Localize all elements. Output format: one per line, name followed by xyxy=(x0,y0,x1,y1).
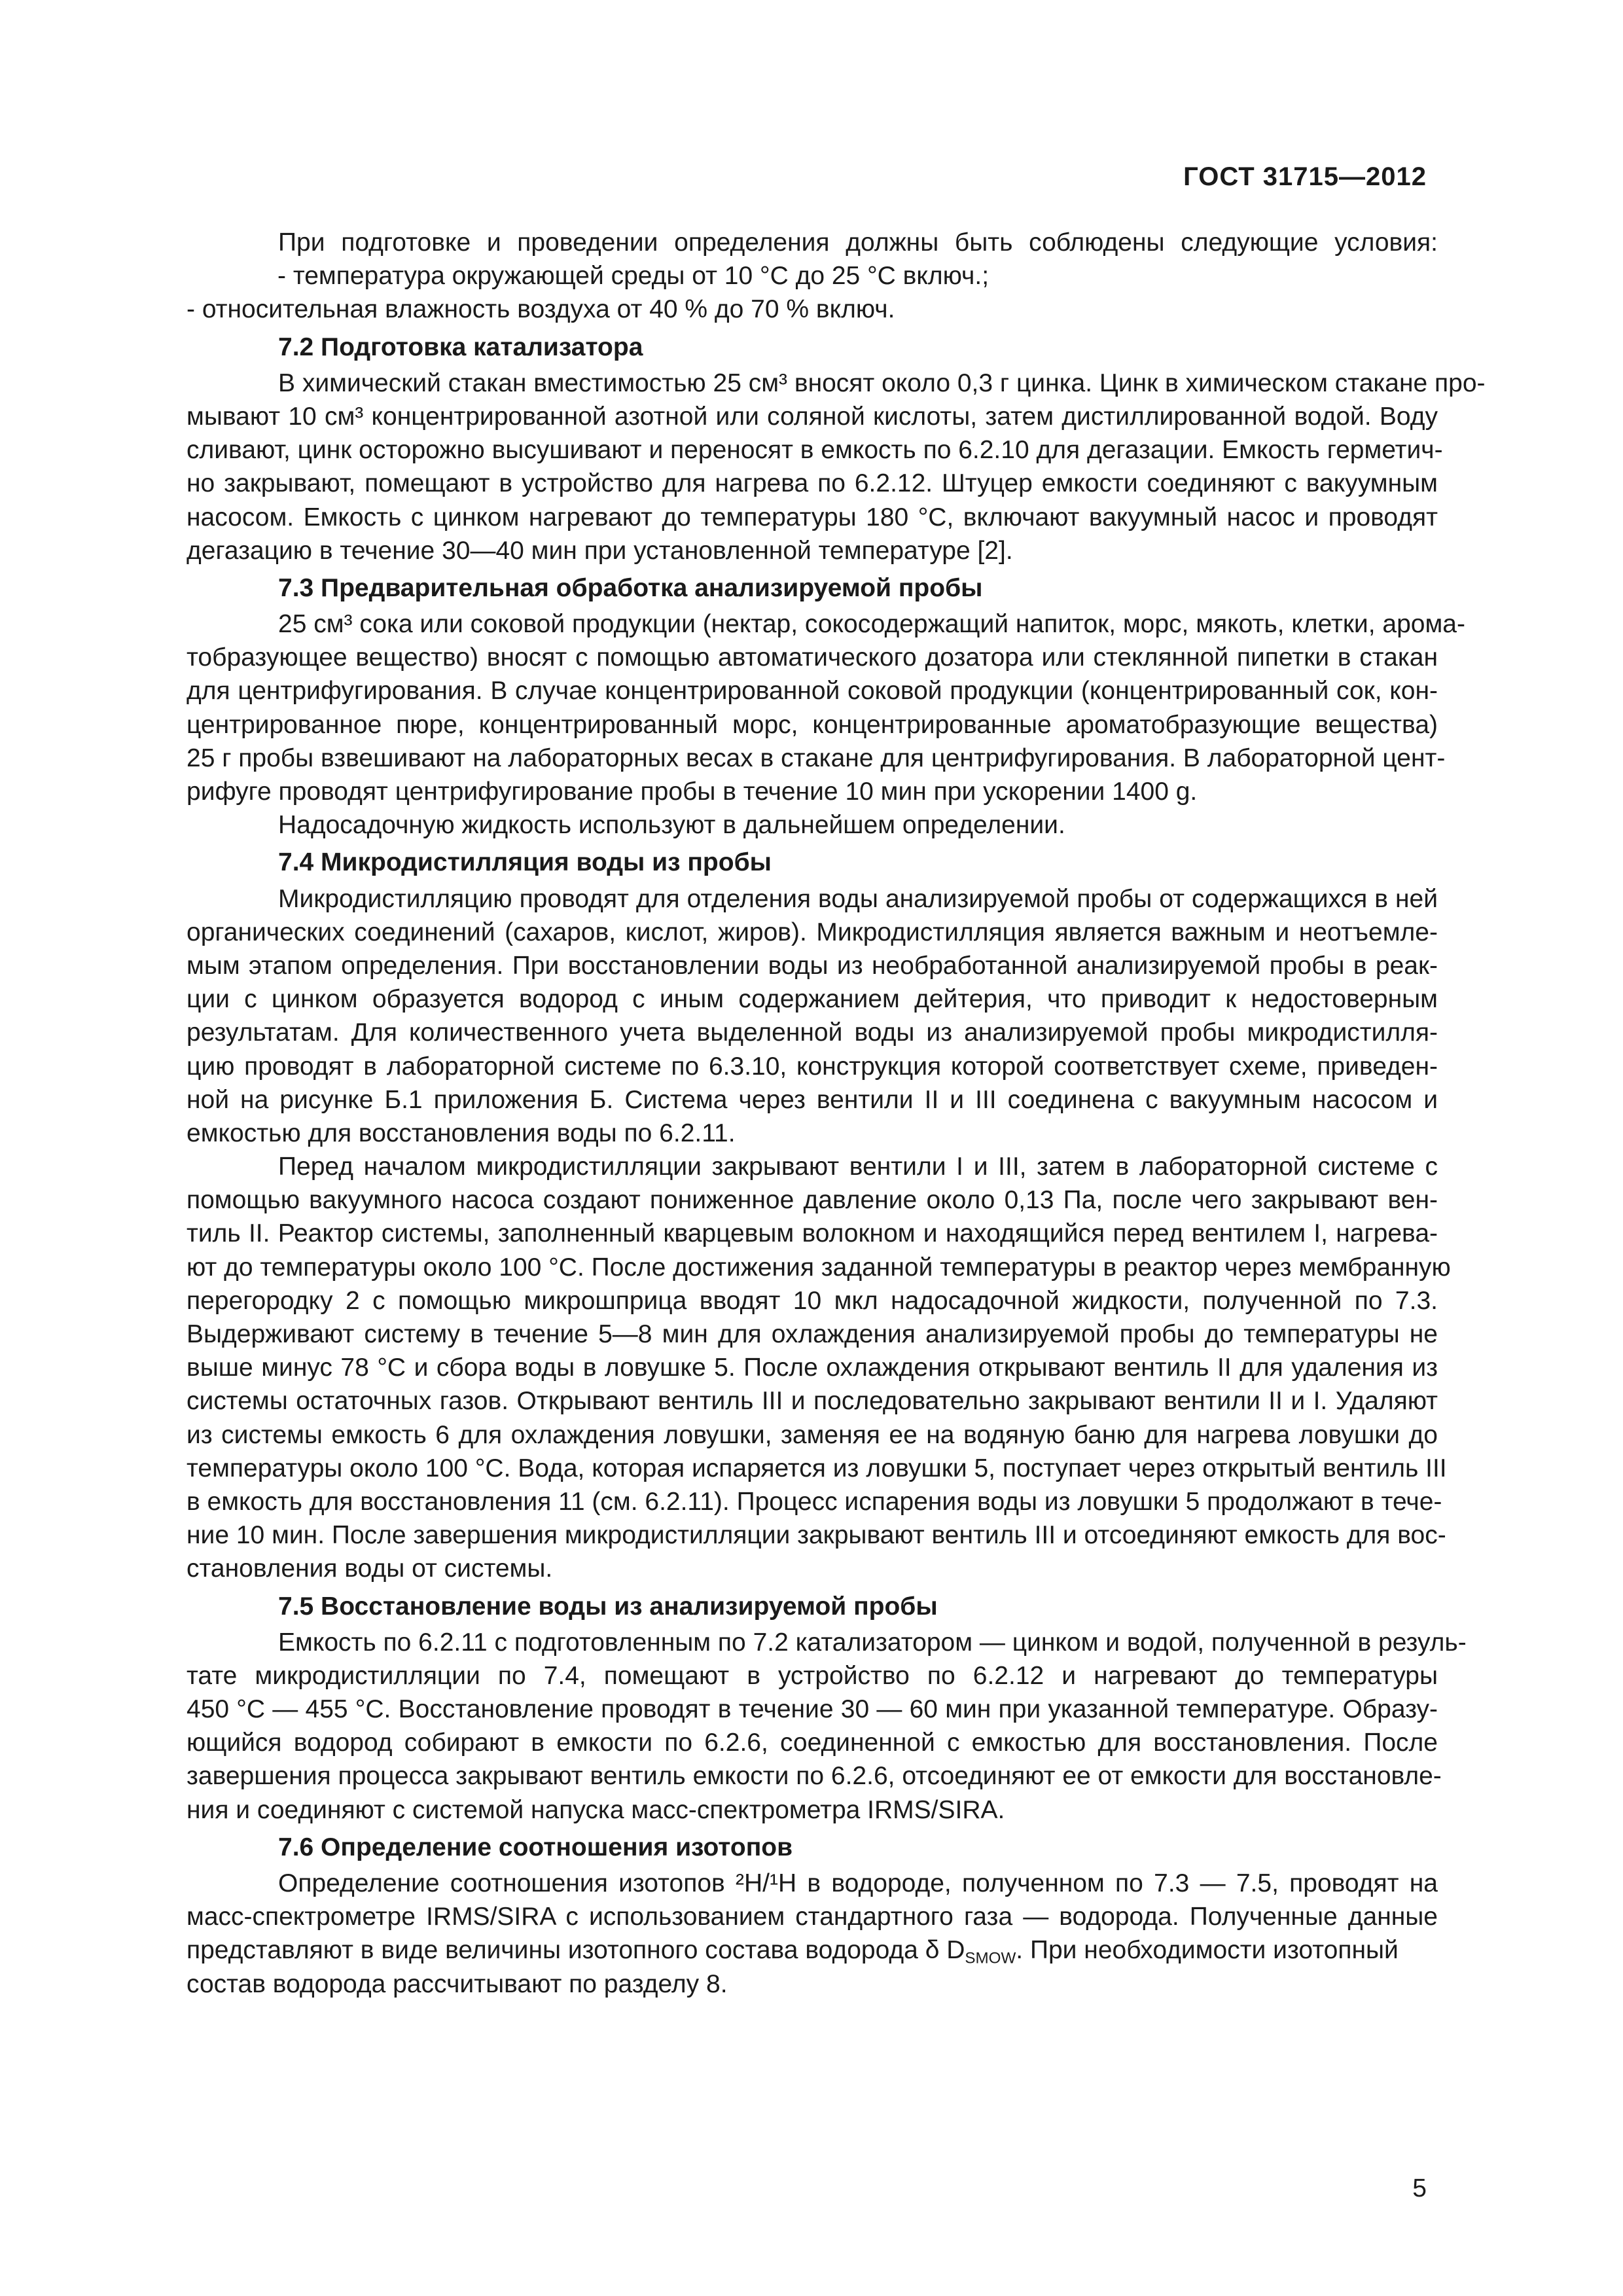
text-line: ной на рисунке Б.1 приложения Б. Система через вентили II и III соединена с вакуумным насосом и xyxy=(187,1085,1438,1114)
text-segment: . При необходимости изотопный xyxy=(1016,1936,1399,1965)
text-line: ют до температуры около 100 °С. После достижения заданной температуры в реактор через мембранную xyxy=(187,1253,1451,1282)
text-line: Микродистилляцию проводят для отделения воды анализируемой пробы от содержащихся в ней xyxy=(278,884,1438,913)
text-line: ния и соединяют с системой напуска масс-спектрометра IRMS/SIRA. xyxy=(187,1795,1005,1824)
text-line: результатам. Для количественного учета выделенной воды из анализируемой пробы микродистилля- xyxy=(187,1018,1438,1047)
text-line: ции с цинком образуется водород с иным содержанием дейтерия, что приводит к недостоверным xyxy=(187,985,1438,1014)
text-line: мым этапом определения. При восстановлении воды из необработанной анализируемой пробы в реак- xyxy=(187,951,1438,980)
text-line: При подготовке и проведении определения должны быть соблюдены следующие условия: xyxy=(278,228,1438,257)
text-line: Емкость по 6.2.11 с подготовленным по 7.2 катализатором — цинком и водой, полученной в резуль- xyxy=(278,1628,1467,1657)
text-line: насосом. Емкость с цинком нагревают до температуры 180 °С, включают вакуумный насос и проводят xyxy=(187,503,1438,531)
text-line: емкостью для восстановления воды по 6.2.11. xyxy=(187,1119,736,1147)
text-line-with-subscript xyxy=(187,1933,1438,1967)
text-line: состав водорода рассчитывают по разделу 8. xyxy=(187,1969,728,1998)
text-line: сливают, цинк осторожно высушивают и переносят в емкость по 6.2.10 для дегазации. Емкость герметич- xyxy=(187,436,1443,465)
subscript-smow: SMOW xyxy=(965,1949,1016,1967)
text-line: рифуге проводят центрифугирование пробы в течение 10 мин при ускорении 1400 g. xyxy=(187,778,1198,806)
text-line: завершения процесса закрывают вентиль емкости по 6.2.6, отсоединяют ее от емкости для восстановле- xyxy=(187,1762,1442,1791)
text-line: Перед началом микродистилляции закрывают вентили I и III, затем в лабораторной системе с xyxy=(278,1153,1438,1181)
text-line: ющийся водород собирают в емкости по 6.2.6, соединенной с емкостью для восстановления. После xyxy=(187,1729,1438,1757)
text-line: системы остаточных газов. Открывают вентиль III и последовательно закрывают вентили II и I. Удаляют xyxy=(187,1387,1438,1416)
text-line: центрированное пюре, концентрированный морс, концентрированные ароматобразующие вещества) xyxy=(187,710,1438,739)
section-heading-7-4: 7.4 Микродистилляция воды из пробы xyxy=(278,848,772,877)
text-line: дегазацию в течение 30—40 мин при установленной температуре [2]. xyxy=(187,536,1013,565)
page-number: 5 xyxy=(1412,2174,1427,2202)
section-heading-7-3: 7.3 Предварительная обработка анализируемой пробы xyxy=(278,573,983,602)
text-line: становления воды от системы. xyxy=(187,1554,553,1583)
section-7-3-body xyxy=(187,607,1465,842)
text-line: цию проводят в лабораторной системе по 6.3.10, конструкция которой соответствует схеме, приведен- xyxy=(187,1052,1438,1081)
text-line: температуры около 100 °С. Вода, которая испаряется из ловушки 5, поступает через открытый вентиль III xyxy=(187,1454,1447,1482)
text-segment: представляют в виде величины изотопного состава водорода δ D xyxy=(187,1936,965,1965)
section-7-6-body xyxy=(187,1867,1438,2001)
section-heading-7-2: 7.2 Подготовка катализатора xyxy=(278,332,643,361)
text-line: Выдерживают систему в течение 5—8 мин для охлаждения анализируемой пробы до температуры не xyxy=(187,1320,1438,1348)
text-line: тиль II. Реактор системы, заполненный кварцевым волокном и находящийся перед вентилем I, нагрева- xyxy=(187,1219,1438,1248)
text-line: тобразующее вещество) вносят с помощью автоматического дозатора или стеклянной пипетки в стакан xyxy=(187,643,1438,672)
standard-header: ГОСТ 31715—2012 xyxy=(1183,162,1427,191)
section-heading-7-6: 7.6 Определение соотношения изотопов xyxy=(278,1833,793,1861)
section-7-5-body xyxy=(187,1626,1467,1827)
text-line: 25 см³ сока или соковой продукции (нектар, сокосодержащий напиток, морс, мякоть, клетки, арома- xyxy=(278,610,1465,639)
section-7-2-body xyxy=(187,367,1486,567)
section-7-4-body xyxy=(187,882,1451,1586)
text-line: - температура окружающей среды от 10 °С до 25 °С включ.; xyxy=(277,262,990,291)
text-line: перегородку 2 с помощью микрошприца вводят 10 мкл надосадочной жидкости, полученной по 7.3. xyxy=(187,1286,1438,1315)
section-heading-7-5: 7.5 Восстановление воды из анализируемой пробы xyxy=(278,1592,938,1621)
text-line: тате микродистилляции по 7.4, помещают в устройство по 6.2.12 и нагревают до температуры xyxy=(187,1661,1438,1690)
text-line: из системы емкость 6 для охлаждения ловушки, заменяя ее на водяную баню для нагрева ловушки до xyxy=(187,1420,1438,1449)
text-line: ние 10 мин. После завершения микродистилляции закрывают вентиль III и отсоединяют емкость для вос- xyxy=(187,1521,1446,1550)
text-line: помощью вакуумного насоса создают пониженное давление около 0,13 Па, после чего закрывают вен- xyxy=(187,1186,1438,1215)
text-line: органических соединений (сахаров, кислот, жиров). Микродистилляция является важным и неотъемле- xyxy=(187,918,1438,946)
text-line: но закрывают, помещают в устройство для нагрева по 6.2.12. Штуцер емкости соединяют с вакуумным xyxy=(187,469,1438,498)
page-content xyxy=(187,226,1486,2001)
text-line: в емкость для восстановления 11 (см. 6.2.11). Процесс испарения воды из ловушки 5 продолжают в тече- xyxy=(187,1487,1442,1516)
text-line: мывают 10 см³ концентрированной азотной или соляной кислоты, затем дистиллированной водой. Воду xyxy=(187,402,1438,431)
text-line: 25 г пробы взвешивают на лабораторных весах в стакане для центрифугирования. В лабораторной цент- xyxy=(187,744,1446,772)
text-line: Надосадочную жидкость используют в дальнейшем определении. xyxy=(278,811,1065,840)
text-line: масс-спектрометре IRMS/SIRA с использованием стандартного газа — водорода. Полученные данные xyxy=(187,1903,1438,1931)
text-line: 450 °С — 455 °С. Восстановление проводят в течение 30 — 60 мин при указанной температуре. Образу- xyxy=(187,1695,1438,1724)
intro-block xyxy=(187,226,1438,327)
text-line: - относительная влажность воздуха от 40 % до 70 % включ. xyxy=(187,295,895,324)
text-line: для центрифугирования. В случае концентрированной соковой продукции (концентрированный сок, кон- xyxy=(187,677,1438,706)
text-line: выше минус 78 °С и сбора воды в ловушке 5. После охлаждения открывают вентиль II для удаления из xyxy=(187,1354,1438,1382)
text-line: В химический стакан вместимостью 25 см³ вносят около 0,3 г цинка. Цинк в химическом стакане про- xyxy=(278,368,1486,397)
text-line: Определение соотношения изотопов ²H/¹H в водороде, полученном по 7.3 — 7.5, проводят на xyxy=(278,1869,1438,1897)
